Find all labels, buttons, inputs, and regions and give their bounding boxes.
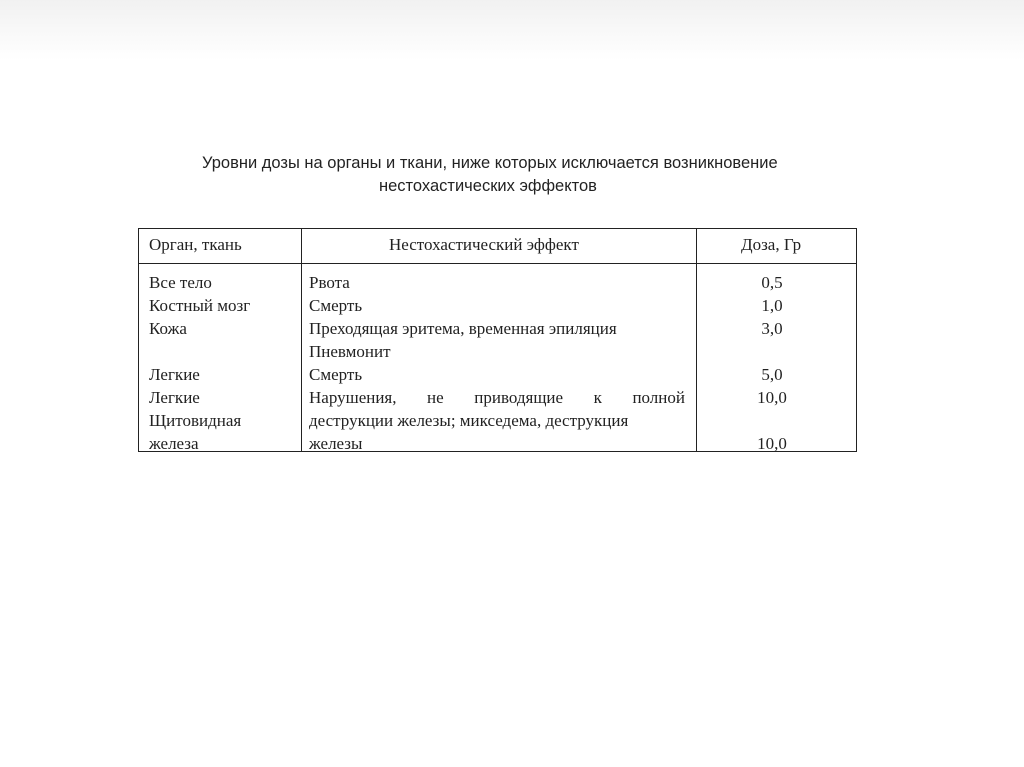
organ-cell: Легкие [149, 365, 200, 384]
header-dose: Доза, Гр [741, 235, 802, 254]
header-divider [139, 263, 856, 264]
organ-cell: Легкие [149, 388, 200, 407]
effect-cell: деструкции железы; микседема, деструкция [309, 411, 629, 430]
organ-cell: Кожа [149, 319, 187, 338]
header-organ: Орган, ткань [149, 235, 242, 254]
effect-cell: Преходящая эритема, временная эпиляция [309, 319, 617, 338]
top-shade [0, 0, 1024, 60]
effect-cell: Пневмонит [309, 342, 391, 361]
dose-cell: 3,0 [761, 319, 783, 338]
organ-cell: Все тело [149, 273, 212, 292]
caption-line-1: Уровни дозы на органы и ткани, ниже которых исключается возникновение [202, 154, 778, 172]
dose-cell: 10,0 [757, 388, 787, 407]
dose-cell: 10,0 [757, 434, 787, 453]
effect-cell: Нарушения, не приводящие к полной [309, 388, 685, 407]
dose-cell: 0,5 [761, 273, 783, 292]
organ-cell: железа [149, 434, 199, 453]
header-effect: Нестохастический эффект [389, 235, 579, 254]
dose-cell: 5,0 [761, 365, 783, 384]
effect-cell: Смерть [309, 296, 363, 315]
effect-cell: железы [309, 434, 363, 453]
effect-cell: Рвота [309, 273, 350, 292]
caption-line-2: нестохастических эффектов [379, 177, 597, 195]
dose-cell: 1,0 [761, 296, 783, 315]
dose-table [138, 228, 857, 452]
organ-cell: Щитовидная [149, 411, 242, 430]
effect-cell: Смерть [309, 365, 363, 384]
organ-cell: Костный мозг [149, 296, 251, 315]
